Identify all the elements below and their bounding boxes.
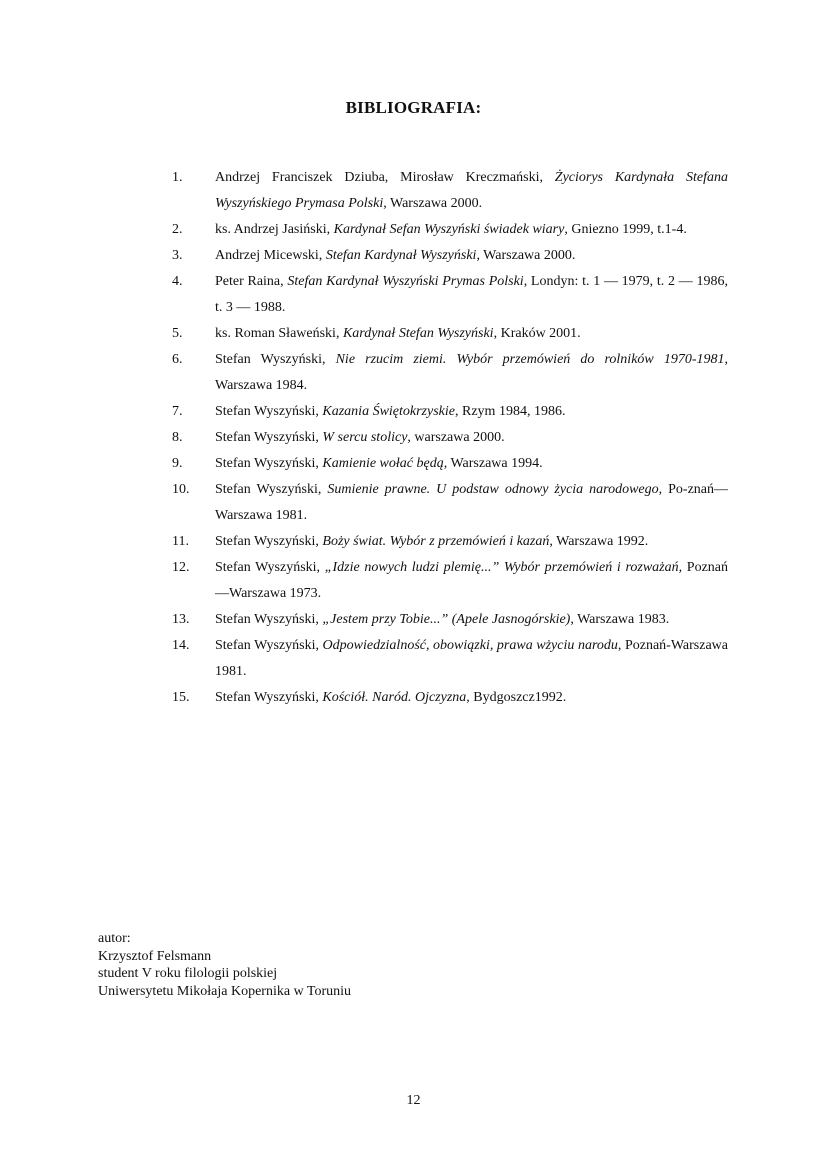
entry-text: [215, 555, 728, 607]
entry-title: W sercu stolicy: [322, 430, 408, 445]
bibliography-entry: [172, 685, 728, 711]
entry-text-segment: Poznań—Warszawa 1973.: [215, 560, 729, 601]
entry-title: Nie rzucim ziemi. Wybór przemówień do rolników 1970-1981: [335, 352, 725, 367]
entry-text-segment: , Warszawa 2000.: [383, 196, 483, 211]
entry-number: 8.: [172, 430, 183, 445]
entry-number: 14.: [172, 638, 190, 653]
entry-title: Kazania Świętokrzyskie: [322, 404, 455, 419]
entry-text: [215, 347, 728, 399]
entry-text-segment: Stefan Wyszyński,: [215, 612, 323, 627]
entry-text-segment: ks. Andrzej Jasiński,: [215, 222, 334, 237]
entry-text-segment: Stefan Wyszyński,: [215, 352, 336, 367]
bibliography-entry: [172, 451, 728, 477]
entry-text-segment: , Gniezno 1999, t.1-4.: [564, 222, 687, 237]
entry-number: 13.: [172, 612, 190, 627]
entry-title: Boży świat. Wybór z przemówień i kazań: [322, 534, 550, 549]
entry-number: 15.: [172, 690, 190, 705]
entry-text: [215, 399, 728, 425]
entry-text-segment: , warszawa 2000.: [407, 430, 505, 445]
entry-text-segment: Peter Raina,: [215, 274, 288, 289]
bibliography-list: [172, 165, 728, 711]
entry-title: Odpowiedzialność, obowiązki, prawa wżyciu narodu: [322, 638, 618, 653]
entry-number: 4.: [172, 274, 183, 289]
entry-text-segment: Andrzej Micewski,: [215, 248, 326, 263]
entry-title: Sumienie prawne. U podstaw odnowy życia narodowego: [327, 482, 659, 497]
entry-text-segment: Stefan Wyszyński,: [215, 534, 323, 549]
entry-text-segment: ks. Roman Sławeński,: [215, 326, 343, 341]
entry-text-segment: , Warszawa 1994.: [443, 456, 543, 471]
entry-text: [215, 529, 728, 555]
entry-number: 6.: [172, 352, 183, 367]
entry-text-segment: Stefan Wyszyński,: [215, 690, 323, 705]
page-title: BIBLIOGRAFIA:: [345, 98, 482, 117]
author-affiliation-line-1: student V roku filologii polskiej: [98, 966, 278, 981]
bibliography-entry: [172, 425, 728, 451]
entry-text-segment: Stefan Wyszyński,: [215, 482, 328, 497]
entry-text-segment: , Poznań-Warszawa 1981.: [215, 638, 729, 679]
page-number: 12: [406, 1093, 421, 1108]
bibliography-entry: [172, 165, 728, 217]
entry-number: 11.: [172, 534, 189, 549]
entry-text-segment: , Londyn: t. 1 — 1979, t. 2 — 1986, t. 3 — 1988.: [215, 274, 728, 315]
entry-title: „Jestem przy Tobie...” (Apele Jasnogórskie): [322, 612, 571, 627]
author-name: Krzysztof Felsmann: [98, 948, 212, 964]
entry-text-segment: Stefan Wyszyński,: [215, 430, 323, 445]
entry-number: 12.: [172, 560, 190, 575]
bibliography-entry: [172, 347, 728, 399]
entry-text-segment: Stefan Wyszyński,: [215, 404, 323, 419]
entry-text: [215, 217, 728, 243]
entry-title: Kardynał Sefan Wyszyński świadek wiary: [333, 222, 565, 237]
bibliography-entry: [172, 321, 728, 347]
bibliography-entry: [172, 477, 728, 529]
entry-text: [215, 477, 728, 529]
bibliography-entry: [172, 243, 728, 269]
bibliography-entry: [172, 217, 728, 243]
author-label: autor:: [98, 931, 131, 946]
entry-number: 3.: [172, 248, 183, 263]
entry-title: Stefan Kardynał Wyszyński: [325, 248, 477, 263]
entry-number: 5.: [172, 326, 183, 341]
entry-text-segment: , Kraków 2001.: [493, 326, 581, 341]
entry-text-segment: , Warszawa 1983.: [570, 612, 670, 627]
entry-text-segment: Stefan Wyszyński,: [215, 638, 323, 653]
entry-text-segment: Stefan Wyszyński,: [215, 456, 323, 471]
entry-text-segment: , Warszawa 1984.: [215, 352, 729, 393]
entry-text-segment: , Warszawa 2000.: [476, 248, 576, 263]
entry-text: [215, 607, 728, 633]
entry-number: 1.: [172, 170, 183, 185]
entry-text-segment: , Bydgoszcz1992.: [466, 690, 567, 705]
entry-text: [215, 321, 728, 347]
entry-title: „Idzie nowych ludzi plemię...” Wybór przemówień i rozważań,: [324, 560, 683, 575]
entry-text-segment: , Po-znań—Warszawa 1981.: [215, 482, 728, 523]
entry-text: [215, 425, 728, 451]
author-affiliation-line-2: Uniwersytetu Mikołaja Kopernika w Toruniu: [98, 983, 352, 999]
author-block: [98, 930, 351, 1000]
entry-text-segment: , Warszawa 1992.: [549, 534, 649, 549]
bibliography-entry: [172, 555, 728, 607]
bibliography-entry: [172, 399, 728, 425]
entry-title: Kamienie wołać będą: [322, 456, 444, 471]
entry-title: Kościół. Naród. Ojczyzna: [322, 690, 467, 705]
entry-text-segment: Stefan Wyszyński,: [215, 560, 325, 575]
entry-text: [215, 269, 728, 321]
bibliography-entry: [172, 529, 728, 555]
entry-text: [215, 165, 728, 217]
entry-text: [215, 243, 728, 269]
entry-text: [215, 633, 728, 685]
entry-text-segment: Andrzej Franciszek Dziuba, Mirosław Kreczmański,: [215, 170, 555, 185]
entry-title: Kardynał Stefan Wyszyński: [342, 326, 494, 341]
entry-number: 7.: [172, 404, 183, 419]
entry-title: Stefan Kardynał Wyszyński Prymas Polski: [287, 274, 524, 289]
entry-text: [215, 685, 728, 711]
entry-number: 2.: [172, 222, 183, 237]
entry-number: 9.: [172, 456, 183, 471]
entry-title: Życiorys Kardynała Stefana Wyszyńskiego Prymasa Polski: [215, 170, 728, 211]
bibliography-entry: [172, 269, 728, 321]
entry-text: [215, 451, 728, 477]
bibliography-entry: [172, 633, 728, 685]
entry-text-segment: , Rzym 1984, 1986.: [455, 404, 566, 419]
bibliography-entry: [172, 607, 728, 633]
entry-number: 10.: [172, 482, 190, 497]
